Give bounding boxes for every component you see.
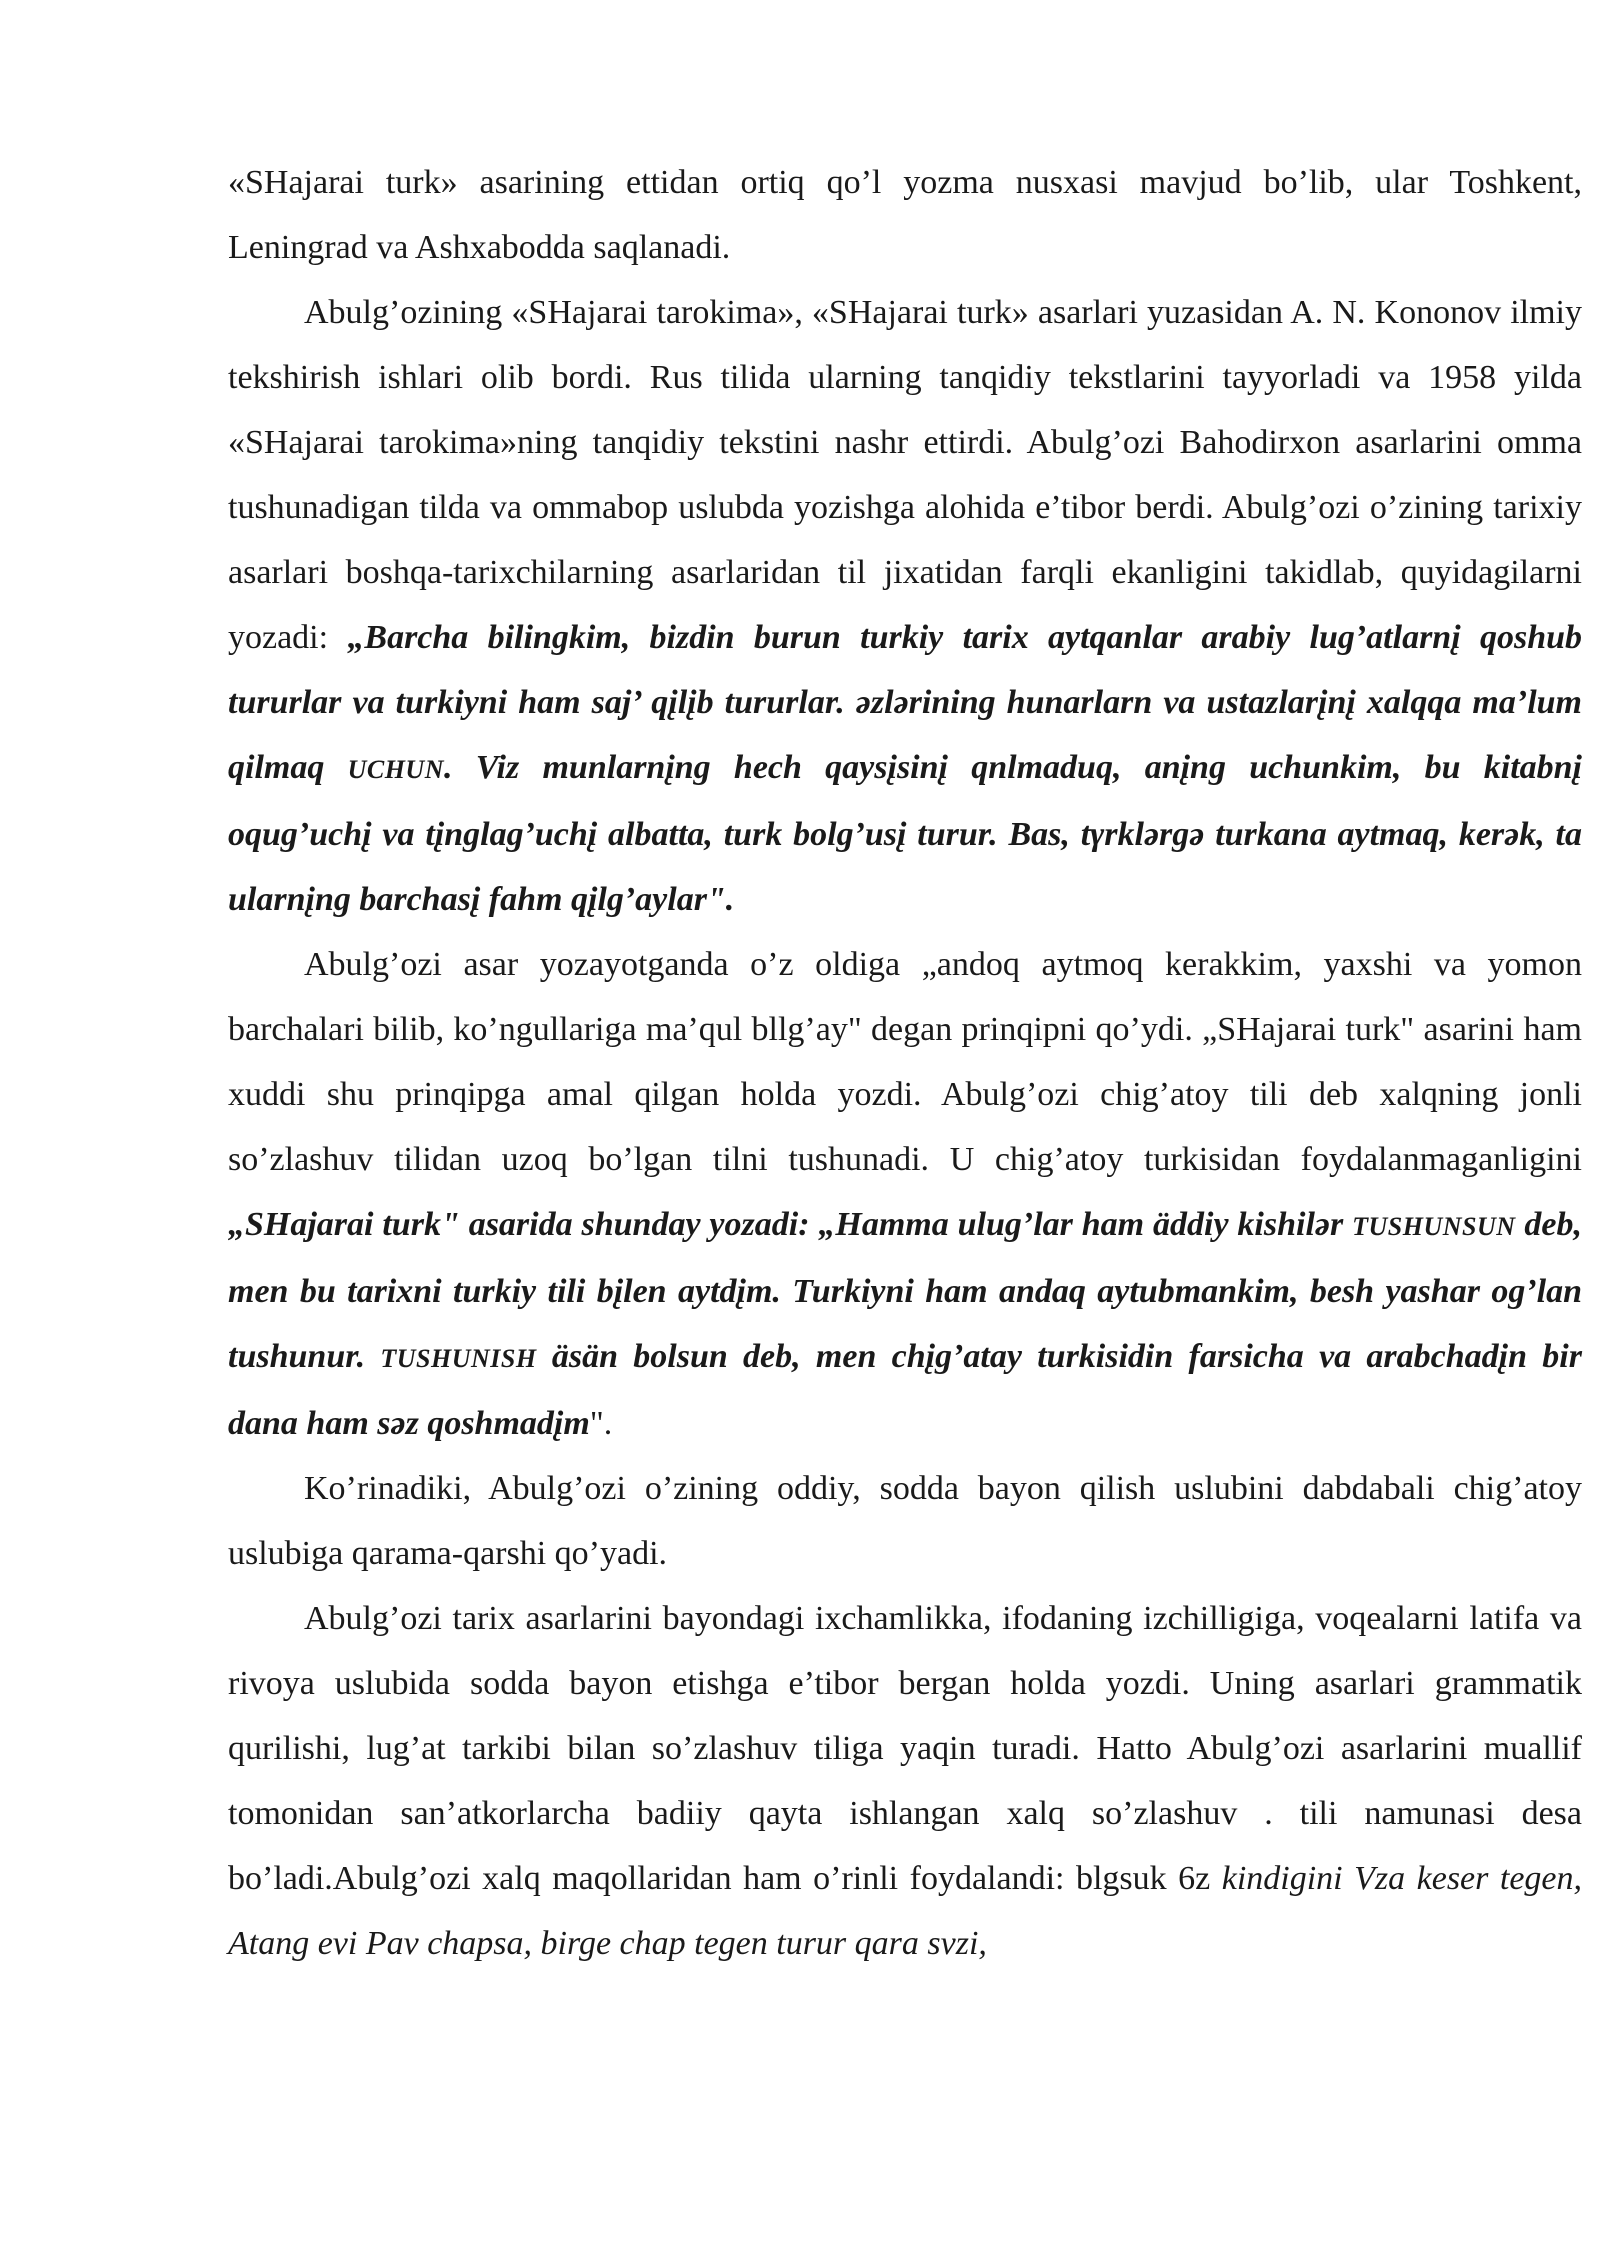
paragraph-2: [228, 280, 1582, 932]
paragraph-3-quote-part-c: äsän bolsun deb, men chįg’atay turkisidin farsicha va arabchadįn bir dana ham səz qoshmadįm: [228, 1338, 1582, 1442]
paragraph-5: [228, 1586, 1582, 1976]
paragraph-3-quote-smallcaps-2: TUSHUNISH: [380, 1344, 537, 1373]
paragraph-3: [228, 932, 1582, 1456]
paragraph-2-quote-part-a: „Barcha bilingkim, bizdin burun turkiy tarix aytqanlar arabiy lug’atlarnį qoshub tururlar va turkiyni ham saj’ qįlįb tururlar. əzlərining hunarlarn va ustazlarįnį xalqqa ma’lum qilmaq: [228, 619, 1583, 786]
paragraph-3-quote: [228, 1206, 1582, 1442]
paragraph-3-quote-part-b: deb, men bu tarixni turkiy tili bįlen aytdįm. Turkiyni ham andaq aytubmankim, besh yashar og’lan tushunur.: [228, 1206, 1583, 1375]
paragraph-3-end: ".: [589, 1405, 613, 1442]
paragraph-4: [228, 1456, 1582, 1586]
body-text: [228, 150, 1582, 1976]
paragraph-5-italic: kindigini Vza keser tegen, Atang evi Pav chapsa, birge chap tegen turur qara svzi,: [228, 1860, 1582, 1962]
paragraph-2-quote-smallcaps: UCHUN: [347, 755, 444, 784]
paragraph-3-quote-smallcaps-1: TUSHUNSUN: [1352, 1212, 1516, 1241]
paragraph-2-quote-part-b: . Viz munlarnįng hech qaysįsinį qnlmaduq, anįng uchunkim, bu kitabnį oqug’uchį va tįnglag’uchį albatta, turk bolg’usį turur. Bas, tγrklərgə turkana aytmaq, kerək, ta ularnįng barchasį fahm qįlg’aylar".: [228, 749, 1582, 918]
paragraph-4-text: Ko’rinadiki, Abulg’ozi o’zining oddiy, sodda bayon qilish uslubini dabdabali chig’atoy uslubiga qarama-qarshi qo’yadi.: [228, 1470, 1582, 1572]
paragraph-1: [228, 150, 1582, 280]
paragraph-1-text: «SHajarai turk» asarining ettidan ortiq qo’l yozma nusxasi mavjud bo’lib, ular Toshkent, Leningrad va Ashxabodda saqlanadi.: [228, 164, 1582, 266]
paragraph-2-text: Abulg’ozining «SHajarai tarokima», «SHajarai turk» asarlari yuzasidan A. N. Kononov ilmiy tekshirish ishlari olib bordi. Rus tilida ularning tanqidiy tekstlarini tayyorladi va 1958 yilda «SHajarai tarokima»ning tanqidiy tekstini nashr ettirdi. Abulg’ozi Bahodirxon asarlarini omma tushunadigan tilda va ommabop uslubda yozishga alohida e’tibor berdi. Abulg’ozi o’zining tarixiy asarlari boshqa-tarixchilarning asarlaridan til jixatidan farqli ekanligini takidlab, quyidagilarni yozadi:: [228, 294, 1582, 656]
paragraph-3-text: Abulg’ozi asar yozayotganda o’z oldiga „andoq aytmoq kerakkim, yaxshi va yomon barchalari bilib, ko’ngullariga ma’qul bllg’ay" degan prinqipni qo’ydi. „SHajarai turk" asarini ham xuddi shu prinqipga amal qilgan holda yozdi. Abulg’ozi chig’atoy tili deb xalqning jonli so’zlashuv tilidan uzoq bo’lgan tilni tushunadi. U chig’atoy turkisidan foydalanmaganligini: [228, 946, 1582, 1178]
paragraph-5-text: Abulg’ozi tarix asarlarini bayondagi ixchamlikka, ifodaning izchilligiga, voqealarni latifa va rivoya uslubida sodda bayon etishga e’tibor bergan holda yozdi. Uning asarlari grammatik qurilishi, lug’at tarkibi bilan so’zlashuv tiliga yaqin turadi. Hatto Abulg’ozi asarlarini muallif tomonidan san’atkorlarcha badiiy qayta ishlangan xalq so’zlashuv . tili namunasi desa bo’ladi.Abulg’ozi xalq maqollaridan ham o’rinli foydalandi: blgsuk 6z: [228, 1600, 1582, 1897]
paragraph-3-quote-part-a: „SHajarai turk" asarida shunday yozadi: „Hamma ulug’lar ham äddiy kishilər: [228, 1206, 1353, 1243]
paragraph-2-quote: [228, 619, 1582, 918]
